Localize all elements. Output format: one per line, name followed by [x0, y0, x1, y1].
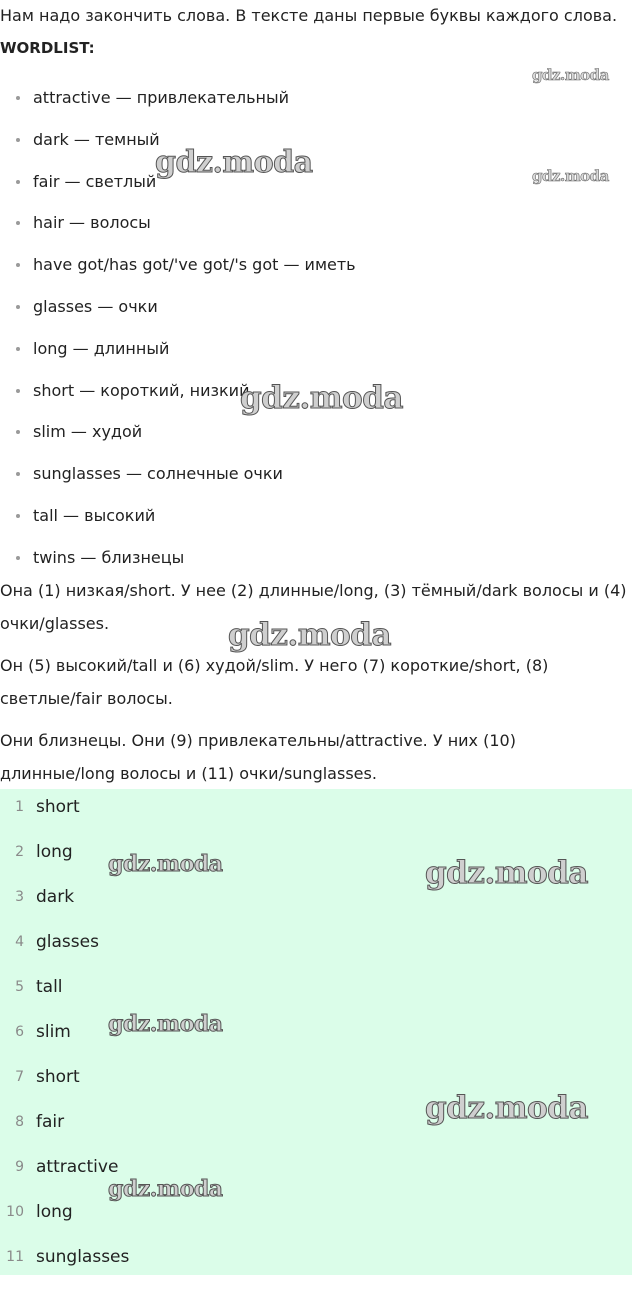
- wordlist-title: WORDLIST:: [0, 39, 95, 57]
- answer-text: slim: [36, 1022, 71, 1042]
- bullet-icon: [16, 347, 20, 351]
- answer-text: long: [36, 842, 73, 862]
- answer-row: [0, 969, 632, 1014]
- bullet-icon: [16, 96, 20, 100]
- answer-row: [0, 1149, 632, 1194]
- answer-text: sunglasses: [36, 1247, 130, 1267]
- answer-number: 1: [15, 799, 24, 815]
- answer-number: 5: [15, 979, 24, 995]
- watermark: gdz.moda: [155, 145, 313, 180]
- bullet-icon: [16, 430, 20, 434]
- answer-text: fair: [36, 1112, 65, 1132]
- paragraph-they: Они близнецы. Они (9) привлекательны/attractive. У них (10) длинные/long волосы и (11) очки/sunglasses.: [0, 731, 516, 783]
- answer-number: 2: [15, 844, 24, 860]
- bullet-icon: [16, 180, 20, 184]
- paragraph-she: Она (1) низкая/short. У нее (2) длинные/long, (3) тёмный/dark волосы и (4) очки/glasses.: [0, 581, 627, 633]
- answer-number: 9: [15, 1159, 24, 1175]
- answer-number: 4: [15, 934, 24, 950]
- bullet-icon: [16, 138, 20, 142]
- answer-row: [0, 1194, 632, 1239]
- paragraph-he: Он (5) высокий/tall и (6) худой/slim. У него (7) короткие/short, (8) светлые/fair волосы.: [0, 656, 549, 708]
- watermark: gdz.moda: [108, 851, 223, 877]
- answer-number: 11: [6, 1249, 24, 1265]
- bullet-icon: [16, 389, 20, 393]
- intro-text: Нам надо закончить слова. В тексте даны первые буквы каждого слова.: [0, 6, 618, 25]
- answer-text: attractive: [36, 1157, 119, 1177]
- watermark: gdz.moda: [532, 167, 609, 185]
- answer-number: 3: [15, 889, 24, 905]
- answer-text: short: [36, 797, 80, 817]
- answer-number: 7: [15, 1069, 24, 1085]
- answer-number: 8: [15, 1114, 24, 1130]
- answer-text: long: [36, 1202, 73, 1222]
- answer-number: 6: [15, 1024, 24, 1040]
- answer-text: tall: [36, 977, 63, 997]
- answer-number: 10: [6, 1204, 24, 1220]
- answer-row: [0, 1239, 632, 1284]
- bullet-icon: [16, 221, 20, 225]
- watermark: gdz.moda: [228, 617, 391, 653]
- watermark: gdz.moda: [108, 1176, 223, 1202]
- answer-text: short: [36, 1067, 80, 1087]
- bullet-icon: [16, 472, 20, 476]
- watermark: gdz.moda: [532, 66, 609, 84]
- bullet-icon: [16, 556, 20, 560]
- bullet-icon: [16, 263, 20, 267]
- watermark: gdz.moda: [240, 380, 403, 416]
- answer-text: glasses: [36, 932, 99, 952]
- answer-row: [0, 789, 632, 834]
- answer-row: [0, 1014, 632, 1059]
- answer-text: dark: [36, 887, 75, 907]
- watermark: gdz.moda: [425, 855, 588, 891]
- watermark: gdz.moda: [108, 1011, 223, 1037]
- bullet-icon: [16, 305, 20, 309]
- answer-row: [0, 924, 632, 969]
- watermark: gdz.moda: [425, 1090, 588, 1126]
- bullet-icon: [16, 514, 20, 518]
